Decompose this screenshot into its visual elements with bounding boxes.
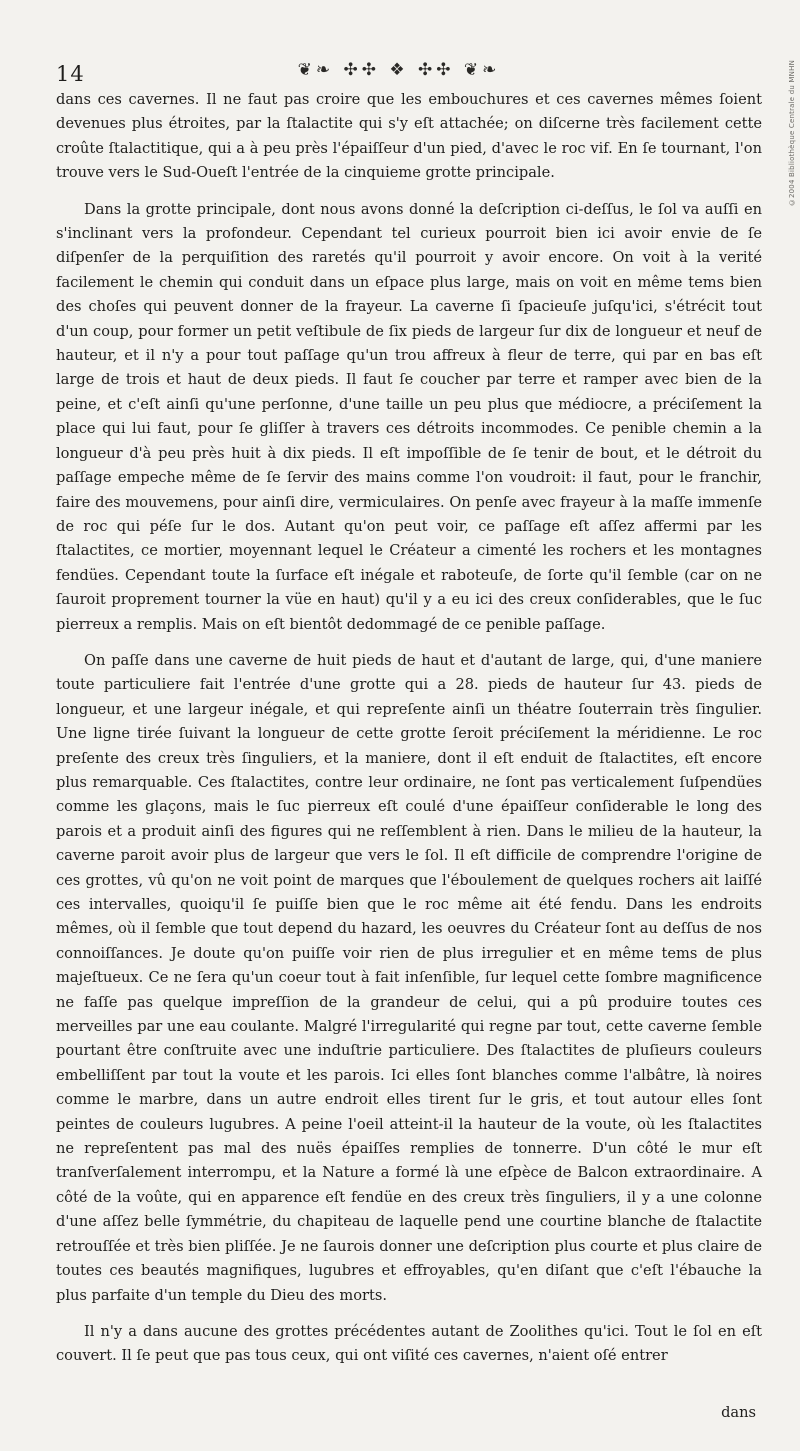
paragraph-4: Il n'y a dans aucune des grottes précédentes autant de Zoolithes qu'ici. Tout le ſol en eſt couvert. Il ſe peut que pas tous ceux, qui ont viſité ces cavernes, n'aient oſé entrer — [56, 1322, 762, 1365]
library-stamp: ©2004 Bibliothèque Centrale du MNHN — [788, 60, 796, 207]
paragraph-1: dans ces cavernes. Il ne faut pas croire que les embouchures et ces cavernes mêmes ſoient devenues plus étroites, par la ſtalactite qui s'y eſt attachée; on diſcerne très facilement cette croûte ſtalactitique, qui a à peu près l'épaiſſeur d'un pied, d'avec le roc vif. En ſe tournant, l'on trouve vers le Sud-Oueſt l'entrée de la cinquieme grotte principale. — [56, 91, 762, 182]
page-number: 14 — [56, 62, 85, 86]
paragraph-2: Dans la grotte principale, dont nous avons donné la deſcription ci-deſſus, le ſol va auſſi en s'inclinant vers la profondeur. Cependant tel curieux pourroit bien ici avoir envie de ſe diſpenſer de la perquiſition des raretés qu'il pourroit y avoir encore. On voit à la verité facilement le chemin qui conduit dans un eſpace plus large, mais on voit en même tems bien des choſes qui peuvent donner de la frayeur. La caverne ſi ſpacieuſe juſqu'ici, s'étrécit tout d'un coup, pour former un petit veſtibule de ſix pieds de largeur ſur dix de longueur et neuf de hauteur, et il n'y a pour tout paſſage qu'un trou affreux à fleur de terre, qui par en bas eſt large de trois et haut de deux pieds. Il faut ſe coucher par terre et ramper avec bien de la peine, et c'eſt ainſi qu'une perſonne, d'une taille un peu plus que médiocre, a préciſement la place qui lui faut, pour ſe gliſſer à travers ces détroits incommodes. Ce penible chemin a la longueur d'à peu près huit à dix pieds. Il eſt impoſſible de ſe tenir de bout, et le détroit du paſſage empeche même de ſe ſervir des mains comme l'on voudroit: il faut, pour le franchir, faire des mouvemens, pour ainſi dire, vermiculaires. On penſe avec frayeur à la maſſe immenſe de roc qui péſe ſur le dos. Autant qu'on peut voir, ce paſſage eſt aſſez affermi par les ſtalactites, ce mortier, moyennant lequel le Créateur a cimenté les rochers et les montagnes fendües. Cependant toute la ſurface eſt inégale et raboteuſe, de ſorte qu'il ſemble (car on ne ſauroit proprement tourner la vüe en haut) qu'il y a eu ici des creux conſiderables, que le ſuc pierreux a remplis. Mais on eſt bientôt dedommagé de ce penible paſſage. — [56, 200, 762, 633]
catchword: dans — [721, 1404, 756, 1421]
paragraph-3: On paſſe dans une caverne de huit pieds de haut et d'autant de large, qui, d'une maniere toute particuliere fait l'entrée d'une grotte qui a 28. pieds de hauteur ſur 43. pieds de longueur, et une largeur inégale, et qui repreſente ainſi un théatre ſouterrain très ſingulier. Une ligne tirée ſuivant la longueur de cette grotte ſeroit préciſement la méridienne. Le roc preſente des creux très ſinguliers, et la maniere, dont il eſt enduit de ſtalactites, eſt encore plus remarquable. Ces ſtalactites, contre leur ordinaire, ne ſont pas verticalement ſuſpendües comme les glaçons, mais le ſuc pierreux eſt coulé d'une épaiſſeur conſiderable le long des parois et a produit ainſi des figures qui ne reſſemblent à rien. Dans le milieu de la hauteur, la caverne paroit avoir plus de largeur que vers le ſol. Il eſt difficile de comprendre l'origine de ces grottes, vû qu'on ne voit point de marques que l'éboulement de quelques rochers ait laiſſé ces intervalles, quoiqu'il ſe puiſſe bien que le roc même ait été fendu. Dans les endroits mêmes, où il ſemble que tout depend du hazard, les oeuvres du Créateur ſont au deſſus de nos connoiſſances. Je doute qu'on puiſſe voir rien de plus irregulier et en même tems de plus majeſtueux. Ce ne ſera qu'un coeur tout à fait inſenſible, ſur lequel cette ſombre magnificence ne faſſe pas quelque impreſſion de la grandeur de celui, qui a pû produire toutes ces merveilles par une eau coulante. Malgré l'irregularité qui regne par tout, cette caverne ſemble pourtant être conſtruite avec une induſtrie particuliere. Des ſtalactites de pluſieurs couleurs embelliſſent par tout la voute et les parois. Ici elles ſont blanches comme l'albâtre, là noires comme le marbre, dans un autre endroit elles tirent ſur le gris, et tout autour elles ſont peintes de couleurs lugubres. A peine l'oeil atteint-il la hauteur de la voute, où les ſtalactites ne repreſentent pas mal des nuës épaiſſes remplies de tonnerre. D'un côté le mur eſt tranſverſalement interrompu, et la Nature a formé là une eſpèce de Balcon extraordinaire. A côté de la voûte, qui en apparence eſt fendüe en des creux très ſinguliers, il y a une colonne d'une aſſez belle ſymmétrie, du chapiteau de laquelle pend une courtine blanche de ſtalactite retrouſſée et très bien pliſſée. Je ne ſaurois donner une deſcription plus courte et plus claire de toutes ces beautés magnifiques, lugubres et effroyables, qu'en diſant que c'eſt l'ébauche la plus parfaite d'un temple du Dieu des morts. — [56, 651, 762, 1304]
header-ornament: ❦❧ ✣✣ ❖ ✣✣ ❦❧ — [297, 60, 501, 80]
body-text — [56, 88, 762, 1369]
